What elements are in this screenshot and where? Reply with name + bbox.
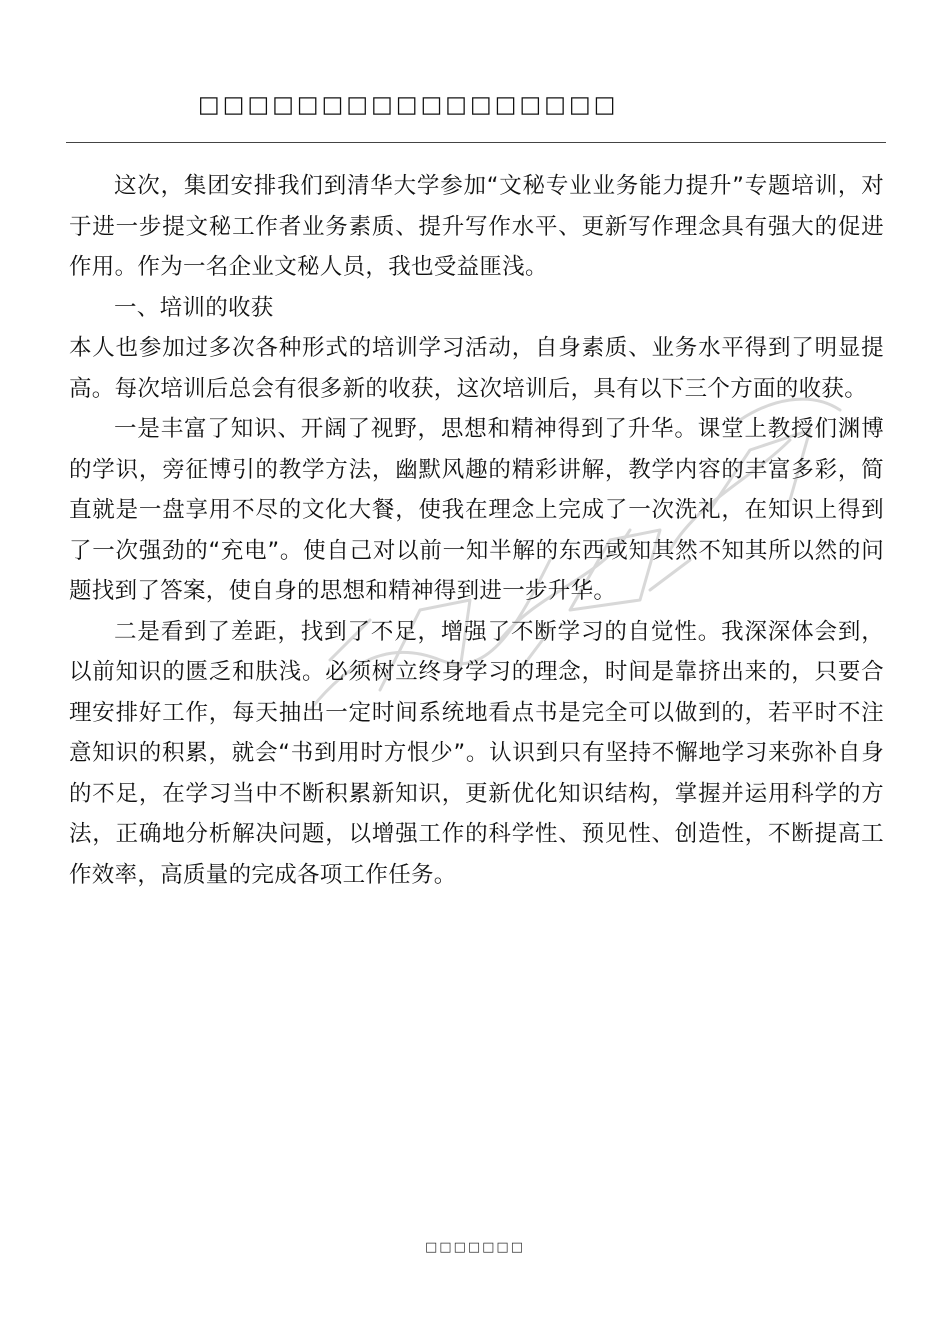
page-footer: □□□□□□□ bbox=[425, 1240, 525, 1255]
paragraph-gains-summary: 本人也参加过多次各种形式的培训学习活动，自身素质、业务水平得到了明显提高。每次培训后总会有很多新的收获，这次培训后，具有以下三个方面的收获。 bbox=[69, 335, 884, 402]
paragraph-point-two: 二是看到了差距，找到了不足，增强了不断学习的自觉性。我深深体会到，以前知识的匮乏和肤浅。必须树立终身学习的理念，时间是靠挤出来的，只要合理安排好工作，每天抽出一定时间系统地看点书是完全可以做到的，若平时不注意知识的积累，就会“书到用时方恨少”。认识到只有坚持不懈地学习来弥补自身的不足，在学习当中不断积累新知识，更新优化知识结构，掌握并运用科学的方法，正确地分析解决问题，以增强工作的科学性、预见性、创造性，不断提高工作效率，高质量的完成各项工作任务。 bbox=[69, 618, 884, 888]
document-body bbox=[69, 166, 884, 895]
paragraph-intro: 这次，集团安排我们到清华大学参加“文秘专业业务能力提升”专题培训，对于进一步提文秘工作者业务素质、提升写作水平、更新写作理念具有强大的促进作用。作为一名企业文秘人员，我也受益匪浅。 bbox=[69, 173, 884, 280]
section-heading-gains: 一、培训的收获 bbox=[114, 294, 274, 321]
paragraph-point-one: 一是丰富了知识、开阔了视野，思想和精神得到了升华。课堂上教授们渊博的学识，旁征博引的教学方法，幽默风趣的精彩讲解，教学内容的丰富多彩，简直就是一盘享用不尽的文化大餐，使我在理念上完成了一次洗礼，在知识上得到了一次强劲的“充电”。使自己对以前一知半解的东西或知其然不知其所以然的问题找到了答案，使自身的思想和精神得到进一步升华。 bbox=[69, 416, 884, 604]
page-header-title: □□□□□□□□□□□□□□□□□ bbox=[198, 92, 619, 118]
header-divider bbox=[66, 142, 886, 143]
